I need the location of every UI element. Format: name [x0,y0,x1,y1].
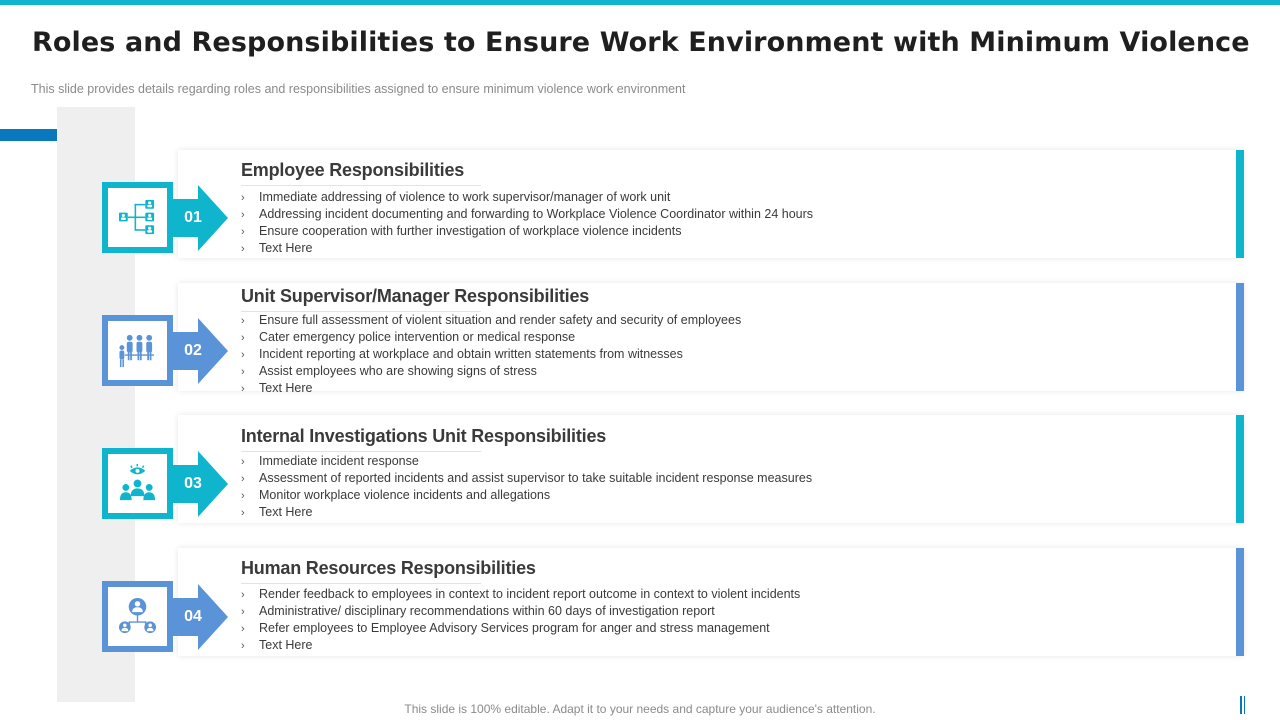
list-item: › Cater emergency police intervention or medical response [241,330,576,344]
step-arrow-01 [172,185,228,251]
list-item: › Text Here [241,505,313,519]
section-heading: Unit Supervisor/Manager Responsibilities [241,286,590,306]
list-item: › Ensure cooperation with further investigation of workplace violence incidents [241,224,682,238]
list-item: › Assessment of reported incidents and assist supervisor to take suitable incident response measures [241,471,813,485]
list-item: › Refer employees to Employee Advisory Services program for anger and stress management [241,621,770,635]
bullet-list [241,312,741,397]
human-resources-icon [102,581,173,652]
section-card-employee [178,150,1244,258]
page-subtitle: This slide provides details regarding roles and responsibilities assigned to ensure minimum violence work environment [31,82,686,96]
step-number: 03 [184,475,202,492]
list-item: › Assist employees who are showing signs of stress [241,364,537,378]
corner-mark [1240,696,1242,714]
card-accent-bar [1236,548,1244,656]
list-item: › Render feedback to employees in context to incident report outcome in context to violent incidents [241,587,801,601]
section-card-human-resources [178,548,1244,656]
step-number: 01 [184,209,202,226]
list-item: › Ensure full assessment of violent situation and render safety and security of employees [241,313,742,327]
team-group-icon [102,315,173,386]
bullet-list [241,586,800,654]
footer-note: This slide is 100% editable. Adapt it to your needs and capture your audience's attention. [404,702,876,716]
list-item: › Incident reporting at workplace and obtain written statements from witnesses [241,347,683,361]
step-number: 04 [184,608,202,625]
heading-divider [241,185,481,186]
heading-divider [241,583,481,584]
list-item: › Text Here [241,381,313,395]
list-item: › Immediate addressing of violence to work supervisor/manager of work unit [241,190,671,204]
step-number: 02 [184,342,202,359]
section-heading: Employee Responsibilities [241,160,465,180]
section-heading: Internal Investigations Unit Responsibilities [241,426,607,446]
list-item: › Addressing incident documenting and forwarding to Workplace Violence Coordinator within 24 hours [241,207,814,221]
card-accent-bar [1236,150,1244,258]
list-item: › Monitor workplace violence incidents and allegations [241,488,551,502]
step-arrow-03 [172,451,228,517]
step-arrow-02 [172,318,228,384]
page-title: Roles and Responsibilities to Ensure Work Environment with Minimum Violence [32,27,1250,58]
list-item: › Text Here [241,638,313,652]
step-arrow-04 [172,584,228,650]
eye-people-icon [102,448,173,519]
corner-mark [1244,696,1245,714]
card-accent-bar [1236,283,1244,391]
section-card-supervisor [178,283,1244,395]
list-item: › Administrative/ disciplinary recommendations within 60 days of investigation report [241,604,715,618]
card-accent-bar [1236,415,1244,523]
heading-divider [241,451,481,452]
section-card-investigations [178,415,1244,523]
bullet-list [241,189,813,257]
section-heading: Human Resources Responsibilities [241,558,536,578]
top-accent-bar [0,0,1280,5]
list-item: › Text Here [241,241,313,255]
bullet-list [241,453,812,521]
org-structure-icon [102,182,173,253]
list-item: › Immediate incident response [241,454,419,468]
